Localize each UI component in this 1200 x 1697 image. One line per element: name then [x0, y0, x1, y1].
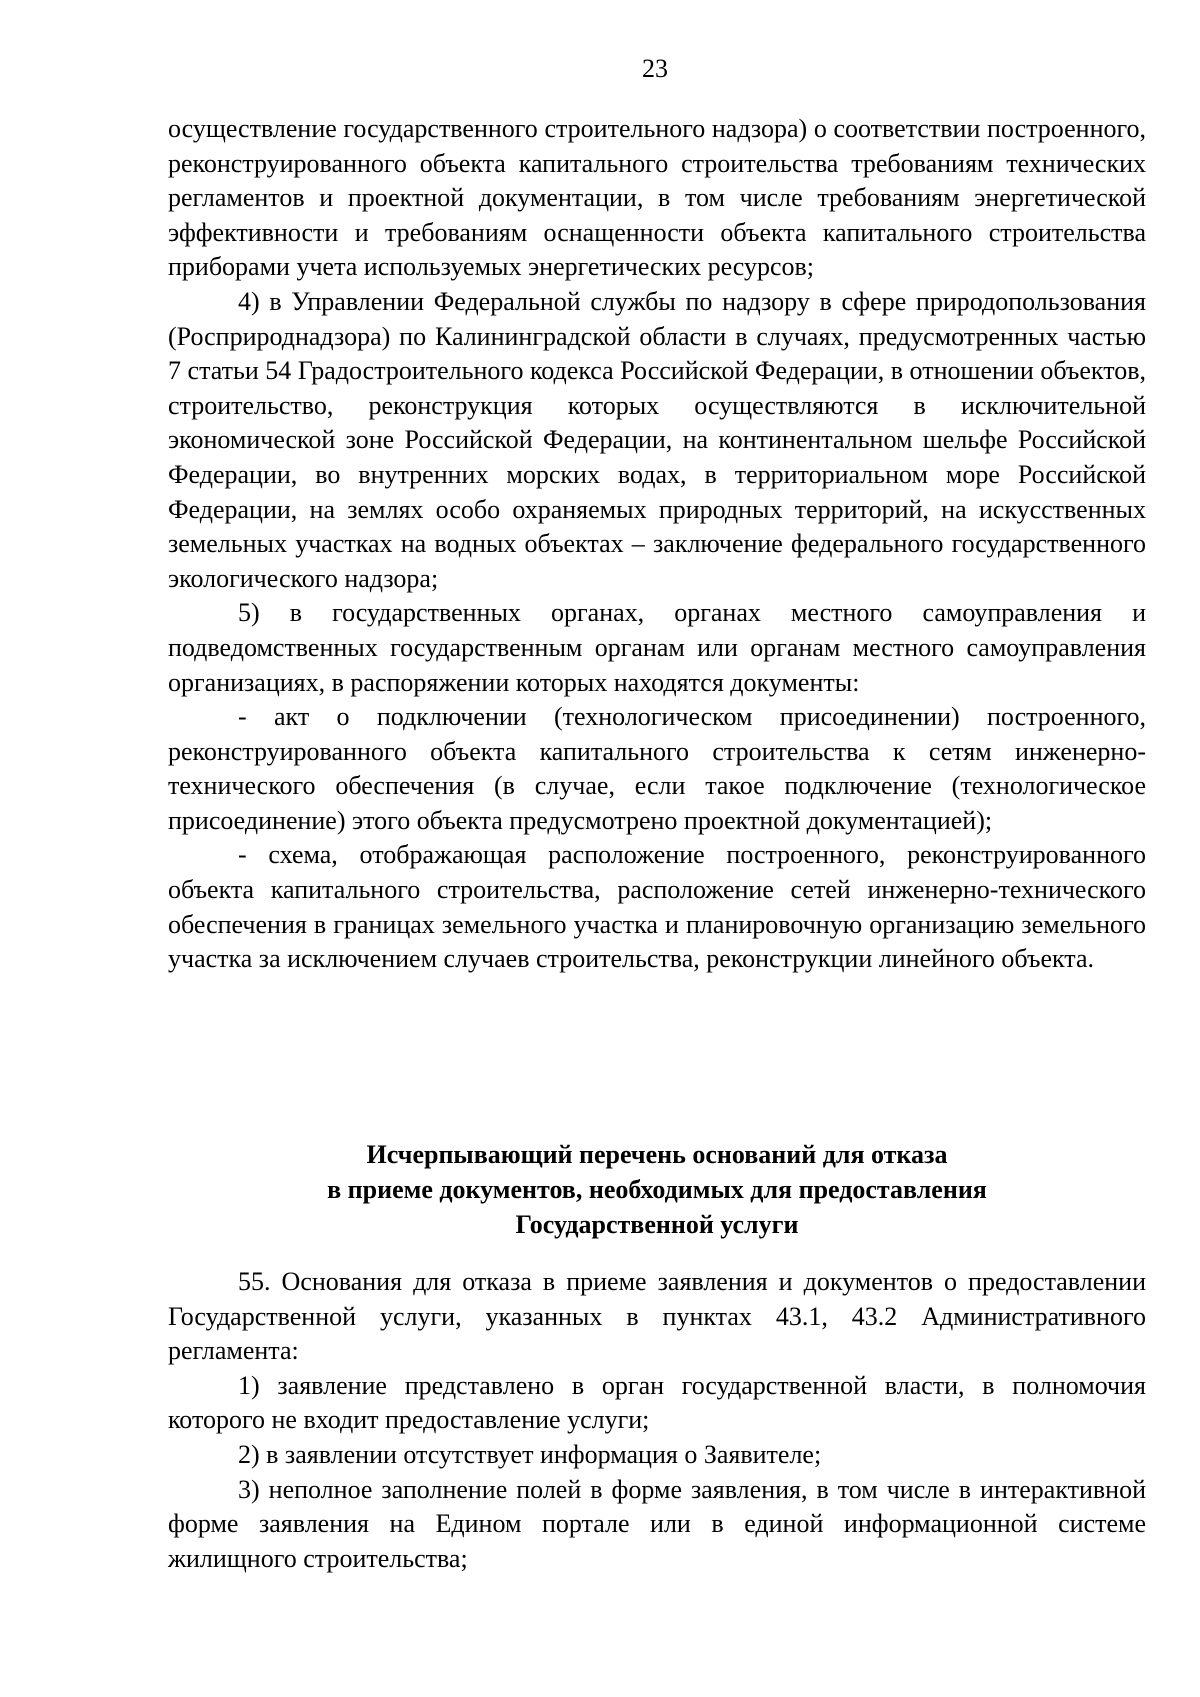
paragraph-reason-1: 1) заявление представлено в орган государственной власти, в полномочия которого не входит предоставление услуги;	[168, 1370, 1146, 1435]
section-heading-line-3: Государственной услуги	[515, 1210, 799, 1239]
section-heading	[168, 1137, 1146, 1242]
body-text-top	[168, 112, 1146, 977]
paragraph-bullet-act: - акт о подключении (технологическом присоединении) построенного, реконструированного объекта капитального строительства к сетям инженерно-технического обеспечения (в случае, если такое подключение (технологическое присоединение) этого объекта предусмотрено проектной документацией);	[168, 702, 1146, 835]
body-text-bottom	[168, 1265, 1146, 1576]
paragraph-item-4: 4) в Управлении Федеральной службы по надзору в сфере природопользования (Росприроднадзора) по Калининградской области в случаях, предусмотренных частью 7 статьи 54 Градостроительного кодекса Российской Федерации, в отношении объектов, строительство, реконструкция которых осуществляются в исключительной экономической зоне Российской Федерации, на континентальном шельфе Российской Федерации, во внутренних морских водах, в территориальном море Российской Федерации, на землях особо охраняемых природных территорий, на искусственных земельных участках на водных объектах – заключение федерального государственного экологического надзора;	[168, 286, 1146, 593]
paragraph-reason-3: 3) неполное заполнение полей в форме заявления, в том числе в интерактивной форме заявления на Едином портале или в единой информационной системе жилищного строительства;	[168, 1474, 1146, 1573]
paragraph-bullet-scheme: - схема, отображающая расположение построенного, реконструированного объекта капитального строительства, расположение сетей инженерно-технического обеспечения в границах земельного участка и планировочную организацию земельного участка за исключением случаев строительства, реконструкции линейного объекта.	[168, 840, 1146, 974]
section-heading-line-1: Исчерпывающий перечень оснований для отказа	[366, 1140, 948, 1169]
paragraph-continuation: осуществление государственного строительного надзора) о соответствии построенного, реконструированного объекта капитального строительства требованиям технических регламентов и проектной документации, в том числе требованиям энергетической эффективности и требованиям оснащенности объекта капитального строительства приборами учета используемых энергетических ресурсов;	[168, 114, 1146, 282]
paragraph-reason-2: 2) в заявлении отсутствует информация о Заявителе;	[238, 1439, 822, 1469]
section-heading-line-2: в приеме документов, необходимых для предоставления	[327, 1175, 987, 1204]
paragraph-item-55: 55. Основания для отказа в приеме заявления и документов о предоставлении Государственной услуги, указанных в пунктах 43.1, 43.2 Административного регламента:	[168, 1267, 1146, 1366]
paragraph-item-5: 5) в государственных органах, органах местного самоуправления и подведомственных государственным органам или органам местного самоуправления организациях, в распоряжении которых находятся документы:	[168, 598, 1146, 697]
page-number: 23	[642, 54, 668, 83]
